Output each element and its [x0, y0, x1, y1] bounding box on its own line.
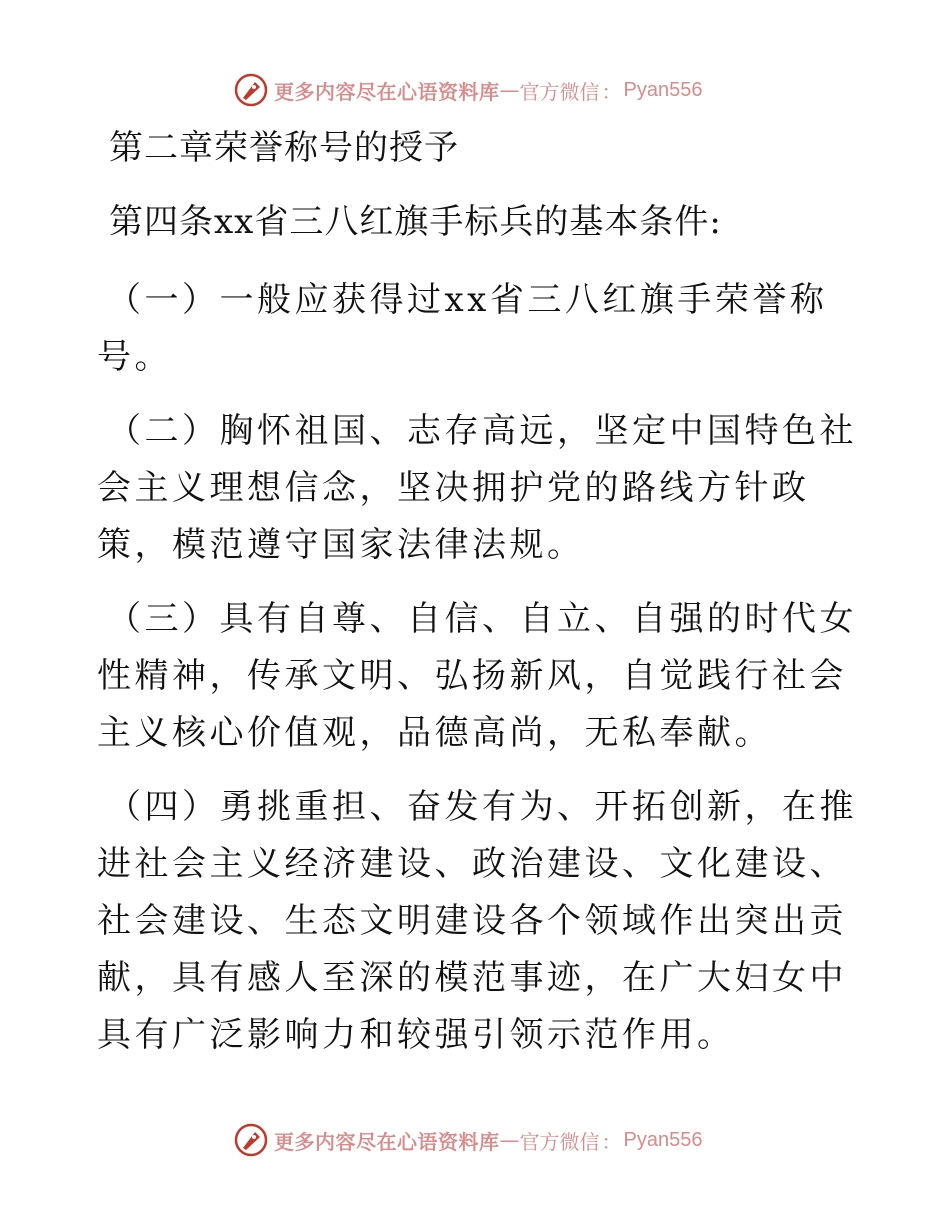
chapter-title: 第二章荣誉称号的授予 [109, 128, 459, 168]
paragraph-4: （四）勇挑重担、奋发有为、开拓创新，在推进社会主义经济建设、政治建设、文化建设、社会建设、生态文明建设各个领域作出突出贡献，具有感人至深的模范事迹，在广大妇女中具有广泛影响力和较强引领示范作用。 [97, 787, 857, 1055]
watermark-main-text: 更多内容尽在心语资料库 [274, 1129, 500, 1154]
paragraph-1: （一）一般应获得过xx省三八红旗手荣誉称号。 [97, 280, 828, 377]
pen-nib-logo-icon [234, 1123, 268, 1157]
watermark-separator: ： [601, 1129, 622, 1154]
paragraph-3: （三）具有自尊、自信、自立、自强的时代女性精神，传承文明、弘扬新风，自觉践行社会主义核心价值观，品德高尚，无私奉献。 [97, 599, 857, 753]
watermark-separator: ： [601, 79, 622, 104]
document-body [97, 124, 857, 1081]
paragraph-2: （二）胸怀祖国、志存高远，坚定中国特色社会主义理想信念，坚决拥护党的路线方针政策，模范遵守国家法律法规。 [97, 411, 857, 565]
watermark-main-text: 更多内容尽在心语资料库 [274, 79, 500, 104]
article-title: 第四条xx省三八红旗手标兵的基本条件: [109, 202, 722, 242]
footer-watermark-banner [234, 1120, 702, 1160]
watermark-dash: — [499, 78, 520, 102]
watermark-wechat-id: Pyan556 [623, 78, 703, 101]
header-watermark-banner [234, 70, 702, 110]
pen-nib-logo-icon [234, 73, 268, 107]
watermark-dash: — [499, 1128, 520, 1152]
watermark-official-label: 官方微信 [519, 79, 600, 104]
watermark-official-label: 官方微信 [519, 1129, 600, 1154]
watermark-wechat-id: Pyan556 [623, 1128, 703, 1151]
